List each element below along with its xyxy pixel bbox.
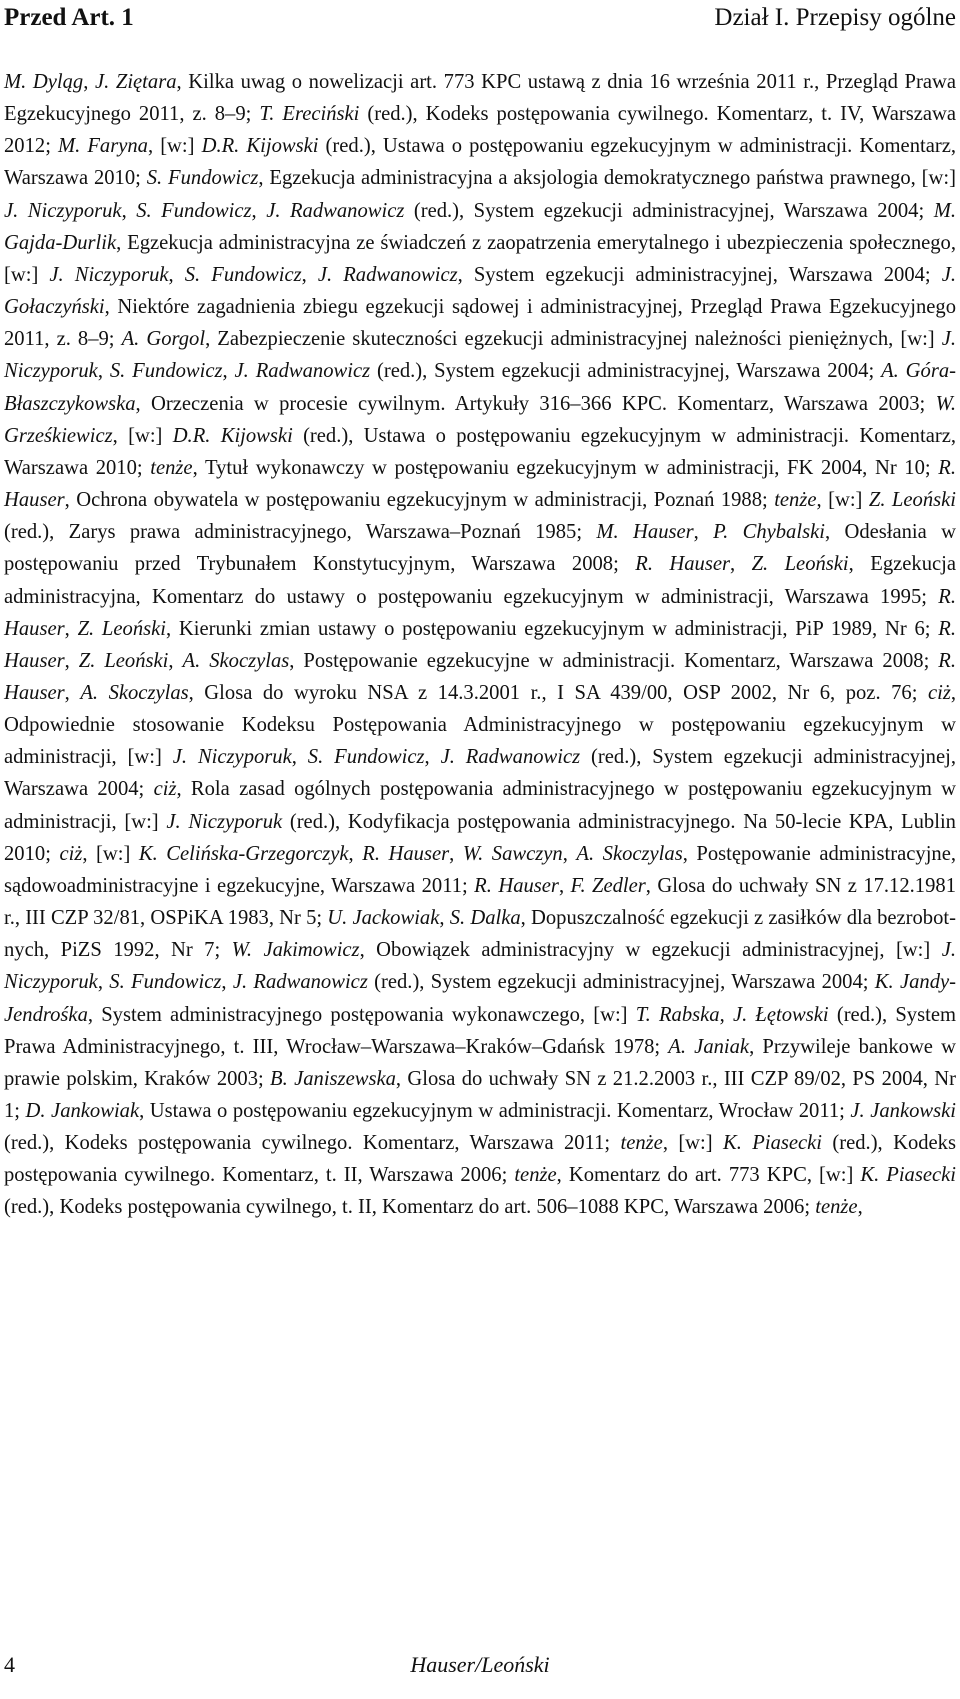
citation-text: (red.), System egzekucji administracyjnej, Warszawa 2004;	[4, 746, 956, 801]
author-name: J. Radwanowicz	[234, 360, 371, 383]
author-name: J. Niczyporuk	[49, 263, 169, 286]
author-name: S. Fundowicz	[184, 263, 302, 286]
citation-text: , Odpowiednie stosowanie Kodeksu Postępowania Administracyjnego w postępowaniu egzekucyjnym w administracji, [w:]	[4, 681, 956, 769]
citation-text: , [w:]	[662, 1132, 724, 1155]
citation-text: , Glosa do uchwały SN z 21.2.2003 r., III CZP 89/02, PS 2004, Nr 1;	[4, 1067, 956, 1122]
author-name: R. Hauser	[4, 456, 956, 512]
author-name: tenże	[620, 1132, 663, 1155]
citation-text: , Glosa do uchwały SN z 17.12.1981 r., III CZP 32/81, OSPiKA 1983, Nr 5;	[4, 874, 956, 930]
author-name: tenże	[774, 489, 817, 512]
author-name: ciż	[59, 842, 83, 865]
citation-text: (red.), Zarys prawa administracyjnego, Warszawa–Poznań 1985;	[4, 521, 597, 544]
citation-text: ,	[221, 971, 233, 994]
author-name: A. Skoczylas	[576, 842, 683, 865]
author-name: U. Jackowiak	[327, 907, 440, 930]
author-name: J. Jankowski	[850, 1100, 956, 1122]
author-name: ciż	[927, 681, 951, 704]
author-name: Z. Leoński	[77, 617, 166, 640]
author-name: J. Niczyporuk	[172, 746, 292, 769]
citation-text: ,	[64, 617, 78, 640]
author-name: A. Góra-Błaszczykowska	[4, 360, 956, 415]
author-name: F. Zedler	[570, 874, 646, 897]
author-name: D. Jankowiak	[25, 1100, 140, 1122]
author-name: P. Chybalski	[713, 521, 825, 544]
citation-text: (red.), Kodeks postępowania cywilnego. Komentarz, Warszawa 2011;	[4, 1132, 621, 1155]
author-name: R. Hauser	[635, 553, 731, 576]
citation-text: ,	[168, 649, 183, 672]
citation-text: ,	[424, 746, 441, 769]
author-name: Z. Leoński	[868, 489, 956, 512]
citation-text: , Zabezpieczenie skuteczności egzekucji administracyjnej należności pieniężnych, [w:]	[205, 328, 942, 351]
author-name: A. Skoczylas	[80, 681, 189, 704]
author-name: A. Skoczylas	[182, 649, 290, 672]
citation-text: (red.), System egzekucji administracyjnej, Warszawa 2004;	[370, 360, 882, 383]
citation-text: ,	[301, 263, 318, 286]
citation-text: , Tytuł wykonawczy w postępowaniu egzekucyjnym w administracji, FK 2004, Nr 10;	[192, 456, 939, 479]
citation-text: , Ustawa o postępowaniu egzekucyjnym w administracji. Komentarz, Wrocław 2011;	[139, 1100, 851, 1122]
author-name: S. Fundowicz	[307, 746, 425, 769]
author-name: K. Celińska-Grzegorczyk	[138, 842, 349, 865]
author-name: A. Gorgol	[121, 328, 206, 351]
author-name: R. Hauser	[362, 842, 450, 865]
author-name: S. Fundowicz	[109, 360, 223, 383]
citation-text: ,	[562, 842, 577, 865]
author-name: J. Radwanowicz	[232, 971, 368, 994]
citation-text: ,	[291, 746, 308, 769]
citation-text: ,	[857, 1196, 863, 1219]
author-name: K. Jandy-Jendrośka	[4, 971, 957, 1026]
author-name: S. Dalka	[449, 907, 521, 930]
citation-text: ,	[449, 842, 463, 865]
chapter-title: Dział I. Przepisy ogólne	[714, 4, 956, 31]
citation-text: , Egzekucja administracyjna a aksjologia demokratycznego państwa prawnego, [w:]	[258, 167, 956, 190]
citation-text: ,	[222, 360, 235, 383]
citation-text: (red.), Ustawa o postępowaniu egzekucyjnym w administracji. Komentarz, Warszawa 2010;	[4, 424, 956, 479]
author-name: M. Hauser	[596, 521, 694, 544]
author-name: M. Dyląg	[4, 71, 84, 93]
citation-text: , Przywileje bankowe w prawie polskim, Kraków 2003;	[4, 1035, 956, 1090]
author-name: B. Janiszewska	[270, 1067, 396, 1090]
author-name: ciż	[153, 778, 177, 801]
citation-text: , System administracyjnego postępowania wykonawczego, [w:]	[87, 1003, 636, 1026]
author-name: J. Ziętara	[94, 71, 177, 93]
citation-text: ,	[693, 521, 714, 544]
citation-text: ,	[168, 263, 185, 286]
citation-text: ,	[97, 360, 110, 383]
author-name: J. Radwanowicz	[317, 263, 458, 286]
author-name: S. Fundowicz	[136, 199, 252, 222]
author-name: R. Hauser	[4, 617, 956, 672]
citation-text: ,	[558, 874, 571, 897]
citation-text: , [w:]	[82, 842, 139, 865]
author-name: W. Grześkiewicz	[4, 392, 956, 447]
author-name: tenże	[815, 1196, 858, 1219]
citation-text: (red.), System egzekucji administracyjnej, Warszawa 2004;	[367, 971, 875, 994]
author-name: J. Gołaczyński	[4, 263, 956, 319]
citation-text: (red.), Ustawa o postępowaniu egzekucyjnym w administracji. Komentarz, Warszawa 2010;	[4, 135, 956, 190]
author-name: W. Sawczyn	[462, 842, 563, 865]
citation-text: (red.), Kodeks postępowania cywilnego. Komentarz, t. II, Warszawa 2006;	[4, 1132, 956, 1187]
author-name: J. Niczyporuk	[4, 328, 956, 383]
author-name: K. Piasecki	[860, 1164, 956, 1187]
citation-text: , Komentarz do art. 773 KPC, [w:]	[556, 1164, 861, 1187]
author-name: A. Janiak	[668, 1035, 750, 1058]
citation-text: ,	[97, 971, 110, 994]
citation-text: , [w:]	[112, 424, 173, 447]
citation-text: , Niektóre zagadnienia zbiegu egzekucji sądowej i administracyjnej, Przegląd Prawa Egzekucyjnego 2011, z. 8–9;	[4, 296, 956, 351]
citation-text: ,	[719, 1003, 733, 1026]
author-name: S. Fundowicz	[109, 971, 222, 994]
citation-text: , Kierunki zmian ustawy o postępowaniu egzekucyjnym w administracji, PiP 1989, Nr 6;	[166, 617, 939, 640]
author-name: T. Rabska	[635, 1003, 720, 1026]
citation-text: ,	[439, 907, 450, 930]
citation-text: ,	[251, 199, 267, 222]
citation-text: , Orzeczenia w procesie cywilnym. Artykuły 316–366 KPC. Komentarz, Warszawa 2003;	[135, 392, 936, 415]
citation-text: (red.), Kodeks postępowania cywilnego. Komentarz, t. IV, Warszawa 2012;	[4, 103, 957, 158]
author-name: R. Hauser	[4, 649, 957, 704]
citation-text: ,	[64, 649, 79, 672]
bibliography-paragraph	[4, 66, 956, 1224]
citation-text: , Postępowanie egzekucyjne w administracji. Komentarz, Warszawa 2008;	[289, 649, 939, 672]
author-name: J. Niczyporuk	[4, 939, 956, 994]
citation-text: , Egzekucja administracyjna, Komentarz do ustawy o postępowaniu egzekucyjnym w administracji, Warszawa 1995;	[4, 553, 956, 608]
citation-text: ,	[348, 842, 363, 865]
citation-text: , Glosa do wyroku NSA z 14.3.2001 r., I SA 439/00, OSP 2002, Nr 6, poz. 76;	[188, 681, 928, 704]
section-title: Przed Art. 1	[4, 4, 134, 31]
citation-text: (red.), System egzekucji administracyjnej, Warszawa 2004;	[404, 199, 934, 222]
citation-text: , Rola zasad ogólnych postępowania administracyjnego w postępowaniu egzekucyjnym w administracji, [w:]	[4, 778, 956, 833]
author-name: R. Hauser	[474, 874, 559, 897]
citation-text: , [w:]	[816, 489, 869, 512]
citation-text: , [w:]	[147, 135, 202, 158]
author-name: tenże	[150, 456, 193, 479]
citation-text: , Kilka uwag o nowelizacji art. 773 KPC ustawą z dnia 16 września 2011 r., Przegląd Prawa Egzekucyjnego 2011, z. 8–9;	[4, 71, 957, 126]
citation-text: (red.), Kodyfikacja postępowania administracyjnego. Na 50-lecie KPA, Lublin 2010;	[4, 810, 956, 865]
author-name: M. Faryna	[57, 135, 148, 158]
citation-text: , Dopuszczalność egzekucji z zasiłków dla bezrobotnych, PiZS 1992, Nr 7;	[4, 907, 956, 962]
author-name: J. Łętowski	[732, 1003, 829, 1026]
citation-text: ,	[64, 681, 81, 704]
author-name: J. Niczyporuk	[4, 199, 122, 222]
citation-text: , Ochrona obywatela w postępowaniu egzekucyjnym w administracji, Poznań 1988;	[64, 489, 775, 512]
author-name: W. Jakimowicz	[231, 939, 360, 962]
citation-text: ,	[83, 71, 95, 93]
citation-text: , Obowiązek administracyjny w egzekucji administracyjnej, [w:]	[359, 939, 942, 962]
author-name: tenże	[514, 1164, 557, 1187]
page-number: 4	[4, 1652, 15, 1677]
author-name: K. Piasecki	[723, 1132, 823, 1155]
citation-text: ,	[730, 553, 752, 576]
author-name: J. Niczyporuk	[166, 810, 283, 833]
page-header	[4, 4, 956, 44]
citation-text: (red.), System Prawa Administracyjnego, t. III, Wrocław–Warszawa–Kraków–Gdańsk 1978;	[4, 1003, 956, 1058]
citation-text: , Odesłania w postępowaniu przed Trybunałem Konstytucyjnym, Warszawa 2008;	[4, 521, 957, 576]
author-name: J. Radwanowicz	[440, 746, 581, 769]
author-name: R. Hauser	[4, 585, 956, 640]
page-footer	[4, 1652, 956, 1688]
author-name: S. Fundowicz	[146, 167, 259, 190]
author-name: D.R. Kijowski	[201, 135, 319, 158]
author-name: Z. Leoński	[78, 649, 169, 672]
author-name: D.R. Kijowski	[172, 424, 293, 447]
author-name: Z. Leoński	[751, 553, 849, 576]
citation-text: ,	[121, 199, 137, 222]
author-name: M. Gajda-Durlik	[4, 199, 956, 254]
citation-text: , System egzekucji administracyjnej, Warszawa 2004;	[457, 263, 942, 286]
author-name: T. Ereciński	[259, 103, 360, 126]
citation-text: , Egzekucja administracyjna ze świadczeń z zaopatrzenia emerytalnego i ubezpieczenia społecznego, [w:]	[4, 231, 956, 286]
citation-text: , Postępowanie administracyjne, sądowoadministracyjne i egzekucyjne, Warszawa 2011;	[4, 842, 957, 897]
running-footer-authors: Hauser/Leoński	[410, 1652, 550, 1677]
author-name: J. Radwanowicz	[266, 199, 405, 222]
citation-text: (red.), Kodeks postępowania cywilnego, t. II, Komentarz do art. 506–1088 KPC, Warszawa 2006;	[4, 1196, 816, 1219]
